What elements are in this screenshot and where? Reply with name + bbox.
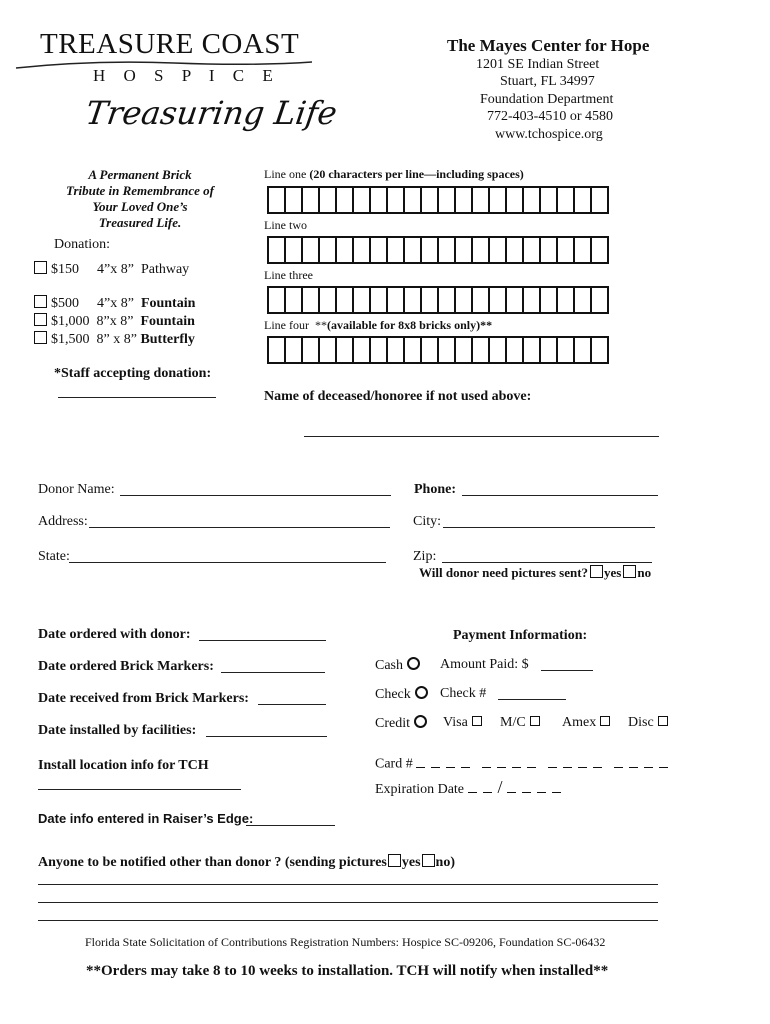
size: 4”x 8” [97,262,134,277]
brick-character-cell[interactable] [354,336,371,364]
brick-line-label: Line four **(available for 8x8 bricks only)** [264,318,493,332]
checkbox-notify-no[interactable] [422,854,435,867]
brick-character-cell[interactable] [575,336,592,364]
check-number-field[interactable] [498,699,566,700]
brick-character-cell[interactable] [286,236,303,264]
brick-character-cell[interactable] [439,186,456,214]
brick-character-cell[interactable] [575,236,592,264]
brick-character-cell[interactable] [371,236,388,264]
card-digit-blank[interactable] [614,754,623,768]
brick-character-cell[interactable] [592,336,609,364]
brick-character-cell[interactable] [456,336,473,364]
payment-title: Payment Information: [453,628,588,643]
brick-character-cell[interactable] [371,286,388,314]
checkbox-no[interactable] [623,565,636,578]
brick-character-cell[interactable] [371,336,388,364]
donation-label: Donation: [54,237,110,252]
checkbox-notify-yes[interactable] [388,854,401,867]
brick-type: Fountain [140,314,195,329]
department: Foundation Department [480,92,614,107]
phone-field[interactable] [462,495,658,496]
brick-character-cell[interactable] [337,236,354,264]
installation-notice: **Orders may take 8 to 10 weeks to installation. TCH will notify when installed** [86,963,609,979]
brick-character-cell[interactable] [524,236,541,264]
brick-character-cell[interactable] [541,186,558,214]
card-digit-blank[interactable] [548,754,557,768]
brick-character-cell[interactable] [303,186,320,214]
brick-character-cell[interactable] [558,286,575,314]
checkbox[interactable] [34,313,47,326]
city-field[interactable] [443,527,655,528]
tribute-line: Treasured Life. [98,215,182,230]
brick-character-cell[interactable] [422,236,439,264]
brick-character-cell[interactable] [422,286,439,314]
size: 8”x 8” [96,314,134,329]
notify-line-2[interactable] [38,902,658,903]
zip-field[interactable] [442,562,652,563]
checkbox[interactable] [34,331,47,344]
price: $150 [51,262,79,277]
brick-character-cell[interactable] [575,186,592,214]
card-digit-blank[interactable] [659,754,668,768]
brick-character-cell[interactable] [388,236,405,264]
staff-label: *Staff accepting donation: [54,366,212,381]
brick-character-cell[interactable] [320,336,337,364]
brick-character-cell[interactable] [320,186,337,214]
logo-name: TREASURE COAST [40,28,300,60]
expiration[interactable] [375,777,567,798]
brick-character-cell[interactable] [558,186,575,214]
brick-character-cell[interactable] [473,236,490,264]
price: $1,000 [51,314,90,329]
check-option[interactable]: Check [375,686,428,703]
cash-option[interactable]: Cash [375,657,420,674]
brick-character-cell[interactable] [303,286,320,314]
card-digit-blank[interactable] [563,754,572,768]
brick-character-cell[interactable] [267,236,286,264]
brick-character-cell[interactable] [267,186,286,214]
brick-character-cell[interactable] [558,336,575,364]
brick-character-cell[interactable] [388,186,405,214]
address-field[interactable] [89,527,390,528]
brick-character-cell[interactable] [524,336,541,364]
honoree-field[interactable] [304,436,659,437]
org-name: The Mayes Center for Hope [447,36,650,55]
brick-type: Pathway [140,262,190,277]
brick-character-cell[interactable] [592,236,609,264]
checkbox-disc[interactable] [658,716,668,726]
notify-question: Anyone to be notified other than donor ? (sending pictures yes no) [38,855,455,870]
card-digit-blank[interactable] [593,754,602,768]
brick-character-cell[interactable] [490,186,507,214]
credit-option[interactable]: Credit [375,715,427,732]
tribute-line: Your Loved One’s [92,199,188,214]
card-digit-blank[interactable] [416,754,425,768]
disc-option[interactable]: Disc [628,715,668,731]
date-ordered-donor-field[interactable] [199,640,326,641]
brick-character-cell[interactable] [541,286,558,314]
brick-character-cell[interactable] [337,286,354,314]
checkbox[interactable] [34,261,47,274]
brick-character-cell[interactable] [354,186,371,214]
date-installed-label: Date installed by facilities: [38,723,197,738]
brick-character-cell[interactable] [286,186,303,214]
brick-character-cell[interactable] [524,186,541,214]
staff-field[interactable] [58,397,216,398]
tribute-line: A Permanent Brick [88,167,192,182]
brick-character-cell[interactable] [388,286,405,314]
amount-paid-field[interactable] [541,670,593,671]
size: 8” x 8” [96,332,137,347]
checkbox-yes[interactable] [590,565,603,578]
date-ordered-markers-label: Date ordered Brick Markers: [38,659,214,674]
brick-character-cell[interactable] [371,186,388,214]
brick-character-cell[interactable] [388,336,405,364]
street: 1201 SE Indian Street [476,57,600,72]
donor-name-field[interactable] [120,495,391,496]
brick-character-cell[interactable] [507,236,524,264]
brick-line-label: Line one (20 characters per line—including spaces) [264,167,524,181]
brick-character-cell[interactable] [473,336,490,364]
brick-type: Butterfly [140,332,195,347]
brick-character-cell[interactable] [422,186,439,214]
checkbox-amex[interactable] [600,716,610,726]
brick-character-cell[interactable] [267,286,286,314]
brick-character-cell[interactable] [337,186,354,214]
brick-character-cell[interactable] [592,286,609,314]
brick-line-1-grid[interactable] [267,186,609,214]
card-digit-blank[interactable] [629,754,638,768]
checkbox-mc[interactable] [530,716,540,726]
city-label: City: [413,514,442,529]
card-digit-blank[interactable] [512,754,521,768]
brick-character-cell[interactable] [507,186,524,214]
card-digit-blank[interactable] [431,754,440,768]
registration-note: Florida State Solicitation of Contributions Registration Numbers: Hospice SC-09206, Foundation SC-06432 [85,935,606,949]
brick-character-cell[interactable] [456,186,473,214]
date-ordered-markers-field[interactable] [221,672,325,673]
brick-character-cell[interactable] [439,336,456,364]
card-digit-blank[interactable] [446,754,455,768]
size: 4”x 8” [97,296,134,311]
phone-number: 772-403-4510 or 4580 [487,109,613,124]
radio-cash[interactable] [407,657,420,670]
card-digit-blank[interactable] [644,754,653,768]
slash: / [497,777,503,797]
website: www.tchospice.org [495,127,603,142]
logo-tagline: Treasuring Life [83,94,340,132]
brick-character-cell[interactable] [439,236,456,264]
brick-character-cell[interactable] [473,286,490,314]
brick-character-cell[interactable] [473,186,490,214]
brick-character-cell[interactable] [490,236,507,264]
brick-character-cell[interactable] [405,236,422,264]
city-state: Stuart, FL 34997 [500,74,595,89]
brick-character-cell[interactable] [405,286,422,314]
tribute-text [50,167,230,231]
brick-line-4-grid[interactable] [267,336,609,364]
card-digit-blank[interactable] [461,754,470,768]
brick-character-cell[interactable] [490,286,507,314]
brick-character-cell[interactable] [507,286,524,314]
brick-character-cell[interactable] [558,236,575,264]
brick-character-cell[interactable] [354,286,371,314]
brick-line-label: Line three [264,268,313,282]
address-label: Address: [38,514,88,529]
expiration-label: Expiration Date [375,782,465,797]
install-location-field[interactable] [38,789,241,790]
brick-line-2-grid[interactable] [267,236,609,264]
brick-character-cell[interactable] [422,336,439,364]
brick-character-cell[interactable] [267,336,286,364]
date-installed-field[interactable] [206,736,327,737]
brick-character-cell[interactable] [541,336,558,364]
price: $500 [51,296,79,311]
price: $1,500 [51,332,90,347]
raisers-edge-field[interactable] [246,825,335,826]
amount-paid-label: Amount Paid: $ [440,657,529,672]
card-number-field[interactable] [416,757,674,772]
state-field[interactable] [69,562,386,563]
donation-option-500[interactable] [34,295,195,312]
donation-option-1000[interactable] [34,313,195,330]
brick-character-cell[interactable] [337,336,354,364]
phone-label: Phone: [414,482,456,497]
brick-character-cell[interactable] [354,236,371,264]
card-digit-blank[interactable] [527,754,536,768]
date-ordered-donor-label: Date ordered with donor: [38,627,191,642]
brick-character-cell[interactable] [303,336,320,364]
brick-line-3-grid[interactable] [267,286,609,314]
brick-line-label: Line two [264,218,307,232]
tribute-line: Tribute in Remembrance of [66,183,214,198]
card-digit-blank[interactable] [482,754,491,768]
brick-character-cell[interactable] [320,236,337,264]
checkbox[interactable] [34,295,47,308]
donation-option-1500[interactable] [34,331,195,348]
brick-character-cell[interactable] [456,286,473,314]
brick-character-cell[interactable] [320,286,337,314]
radio-credit[interactable] [414,715,427,728]
brick-character-cell[interactable] [524,286,541,314]
brick-character-cell[interactable] [439,286,456,314]
logo-subname: H O S P I C E [93,66,280,85]
brick-character-cell[interactable] [405,336,422,364]
brick-character-cell[interactable] [456,236,473,264]
mc-option[interactable]: M/C [500,715,540,731]
raisers-edge-label: Date info entered in Raiser’s Edge: [38,811,254,826]
brick-character-cell[interactable] [575,286,592,314]
donation-option-150[interactable] [34,261,189,278]
amex-option[interactable]: Amex [562,715,610,731]
brick-character-cell[interactable] [286,336,303,364]
brick-character-cell[interactable] [592,186,609,214]
card-digit-blank[interactable] [497,754,506,768]
date-received-field[interactable] [258,704,326,705]
check-number-label: Check # [440,686,487,701]
card-number[interactable] [375,754,674,773]
brick-character-cell[interactable] [405,186,422,214]
notify-line-1[interactable] [38,884,658,885]
brick-character-cell[interactable] [286,286,303,314]
checkbox-visa[interactable] [472,716,482,726]
brick-character-cell[interactable] [490,336,507,364]
install-location-label: Install location info for TCH [38,758,209,773]
donor-name-label: Donor Name: [38,482,115,497]
brick-type: Fountain [140,296,196,311]
brick-character-cell[interactable] [507,336,524,364]
notify-line-3[interactable] [38,920,658,921]
card-digit-blank[interactable] [578,754,587,768]
brick-character-cell[interactable] [303,236,320,264]
state-label: State: [38,549,70,564]
radio-check[interactable] [415,686,428,699]
honoree-label: Name of deceased/honoree if not used above: [264,389,532,404]
pictures-question: Will donor need pictures sent? yes no [419,565,652,580]
zip-label: Zip: [413,549,437,564]
date-received-label: Date received from Brick Markers: [38,691,249,706]
card-label: Card # [375,756,413,772]
visa-option[interactable]: Visa [443,715,482,731]
brick-character-cell[interactable] [541,236,558,264]
